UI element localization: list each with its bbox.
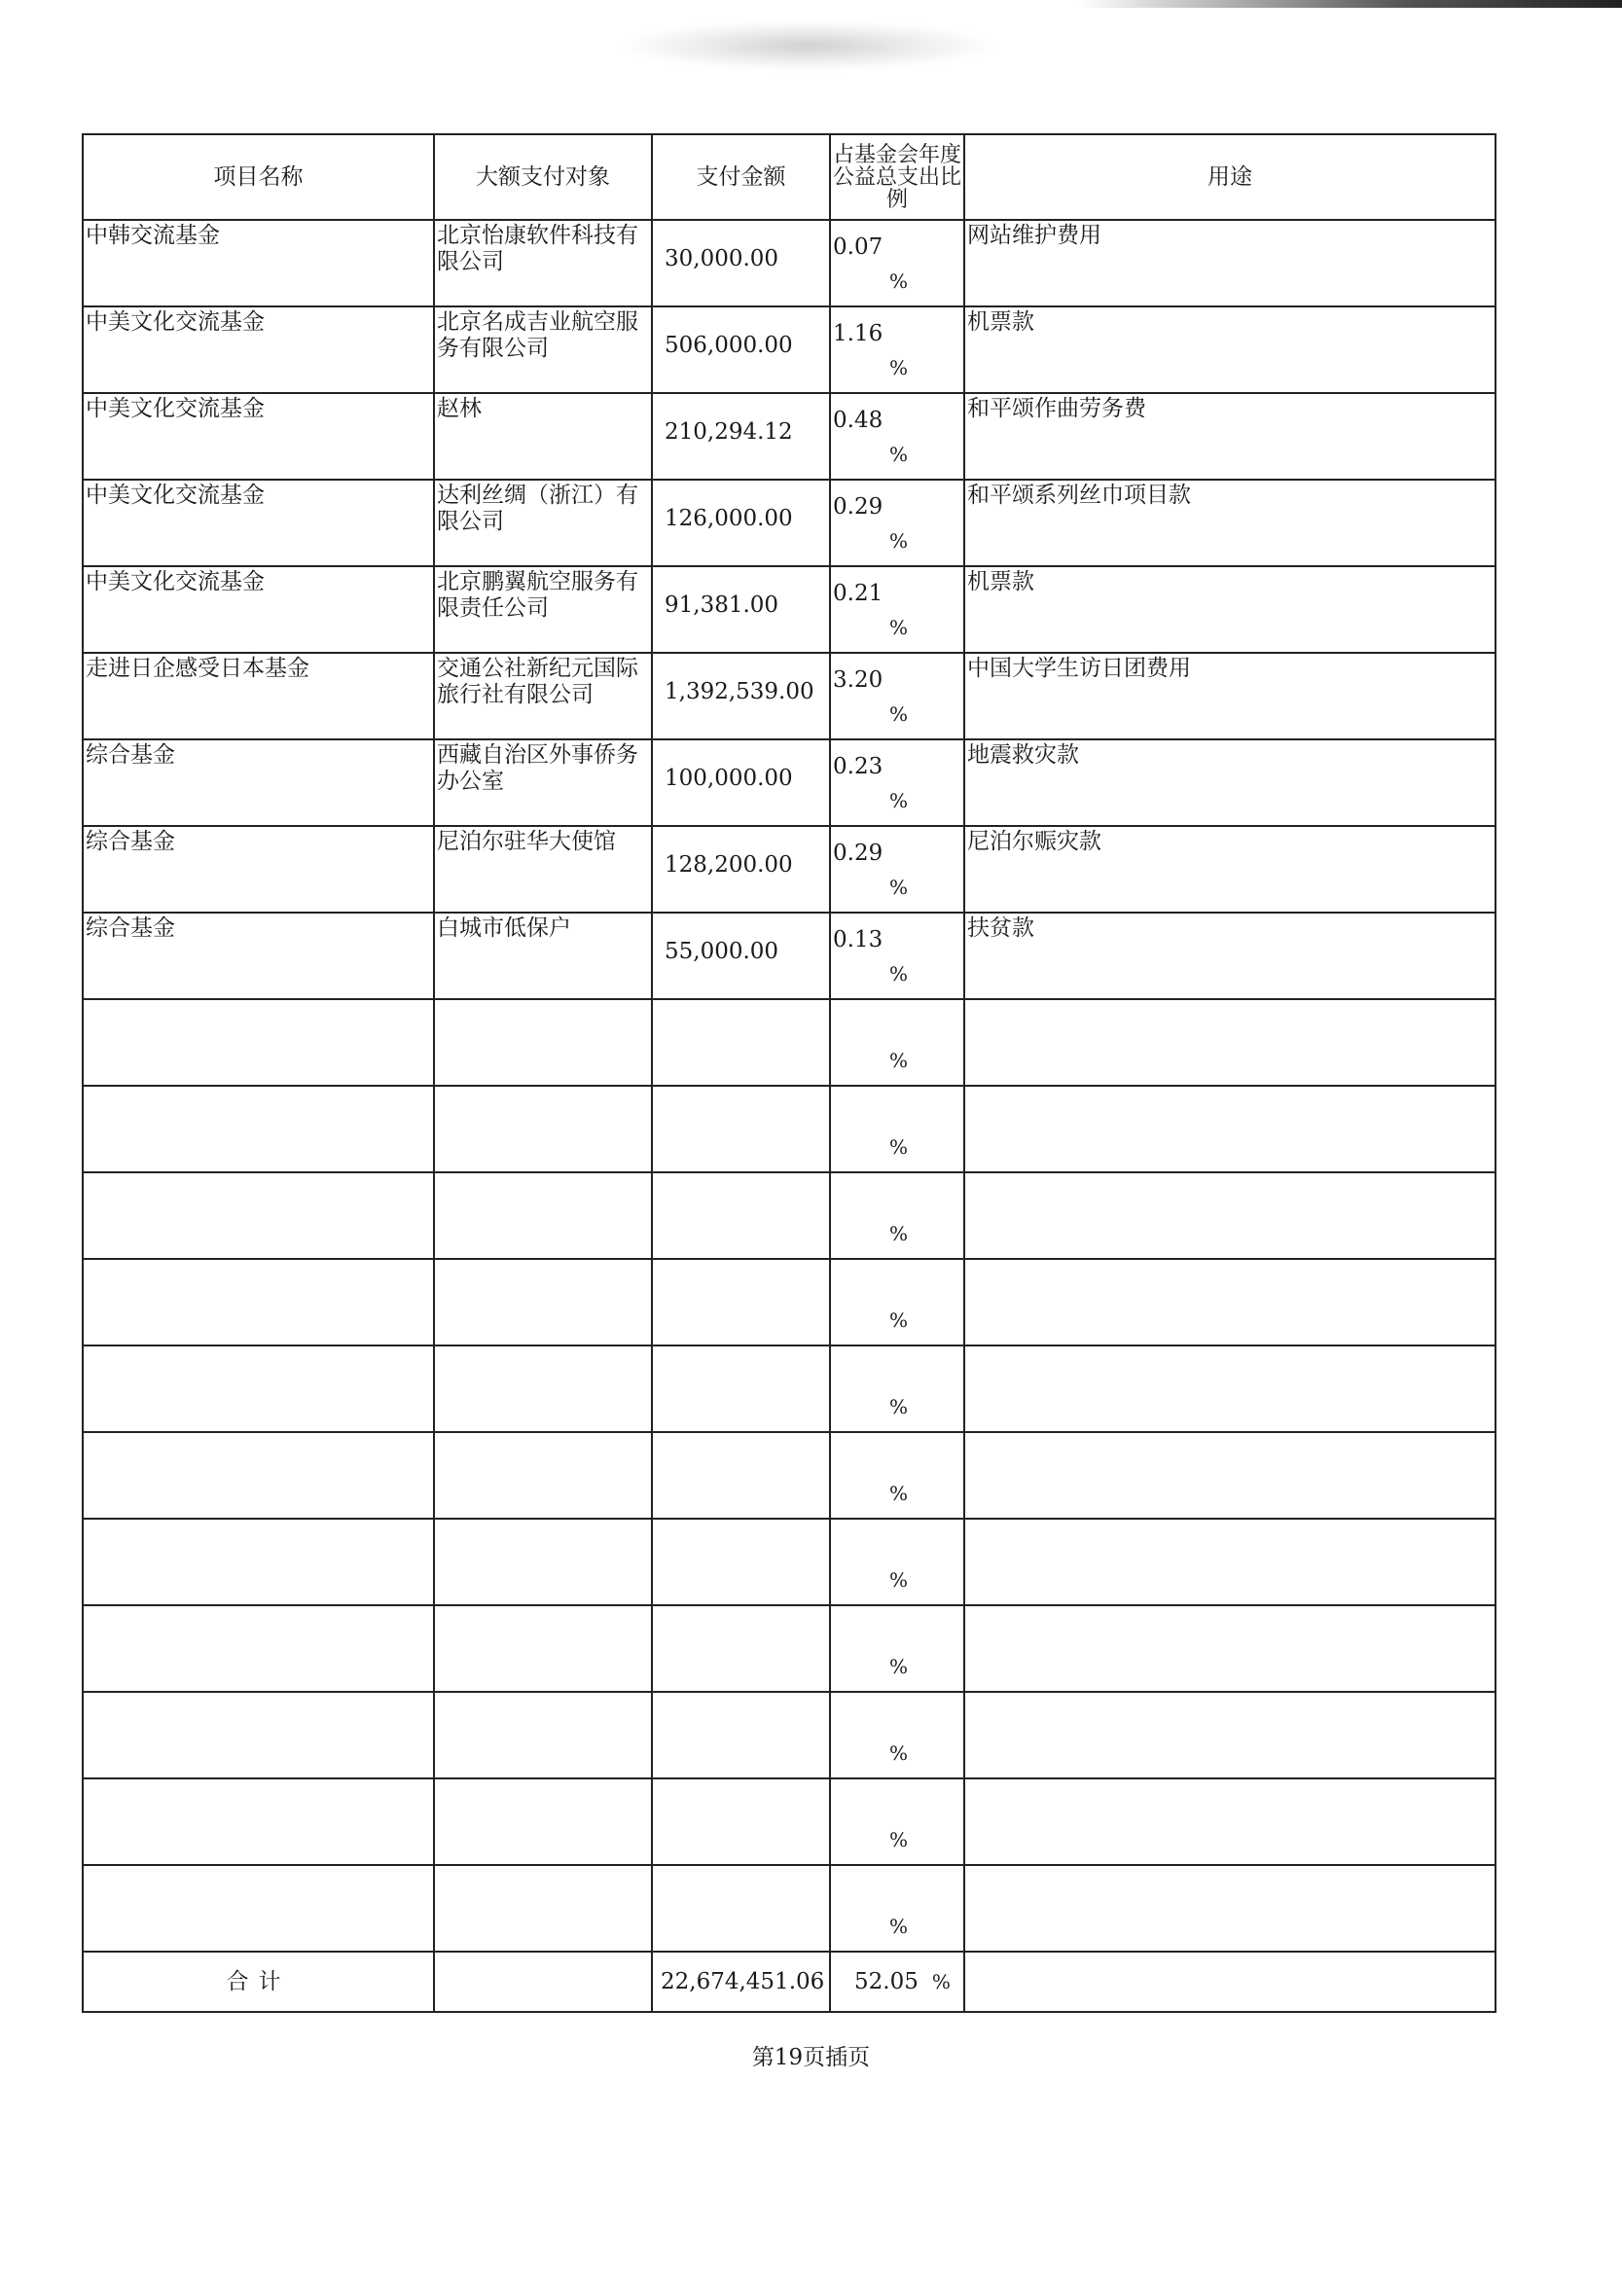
ratio-cell: % xyxy=(830,1605,964,1692)
project-cell: 综合基金 xyxy=(83,739,434,826)
payee-cell: 尼泊尔驻华大使馆 xyxy=(434,826,652,913)
project-cell xyxy=(83,1692,434,1778)
ratio-cell: % xyxy=(830,1865,964,1952)
project-cell: 中美文化交流基金 xyxy=(83,480,434,566)
project-cell xyxy=(83,1605,434,1692)
table-header-row xyxy=(83,134,1496,220)
purpose-cell xyxy=(964,1172,1496,1259)
payee-cell xyxy=(434,1172,652,1259)
total-ratio: 52.05 % xyxy=(830,1952,964,2012)
purpose-cell: 网站维护费用 xyxy=(964,220,1496,306)
payee-cell xyxy=(434,1605,652,1692)
amount-cell xyxy=(652,1605,830,1692)
amount-cell: 128,200.00 xyxy=(652,826,830,913)
table-row xyxy=(83,1605,1496,1692)
total-amount: 22,674,451.06 xyxy=(652,1952,830,2012)
payee-cell: 白城市低保户 xyxy=(434,913,652,999)
project-cell: 中美文化交流基金 xyxy=(83,306,434,393)
table-row xyxy=(83,1778,1496,1865)
project-cell xyxy=(83,1519,434,1605)
purpose-cell xyxy=(964,1605,1496,1692)
project-cell: 走进日企感受日本基金 xyxy=(83,653,434,739)
payee-cell: 北京名成吉业航空服务有限公司 xyxy=(434,306,652,393)
amount-cell: 506,000.00 xyxy=(652,306,830,393)
amount-cell xyxy=(652,1086,830,1172)
amount-cell: 126,000.00 xyxy=(652,480,830,566)
payee-cell: 北京鹏翼航空服务有限责任公司 xyxy=(434,566,652,653)
purpose-cell xyxy=(964,1432,1496,1519)
purpose-cell xyxy=(964,1086,1496,1172)
table-row xyxy=(83,1345,1496,1432)
amount-cell xyxy=(652,1692,830,1778)
total-label: 合计 xyxy=(83,1952,434,2012)
payee-cell xyxy=(434,1345,652,1432)
project-cell xyxy=(83,1778,434,1865)
payee-cell xyxy=(434,1259,652,1345)
ratio-cell: 3.20 % xyxy=(830,653,964,739)
ratio-cell: % xyxy=(830,1259,964,1345)
amount-cell: 30,000.00 xyxy=(652,220,830,306)
payee-cell xyxy=(434,1432,652,1519)
purpose-cell xyxy=(964,1692,1496,1778)
purpose-cell xyxy=(964,1865,1496,1952)
table-row xyxy=(83,1172,1496,1259)
table-row xyxy=(83,653,1496,739)
ratio-cell: % xyxy=(830,1692,964,1778)
table-row xyxy=(83,1519,1496,1605)
header-payee: 大额支付对象 xyxy=(434,134,652,220)
project-cell xyxy=(83,1172,434,1259)
purpose-cell: 机票款 xyxy=(964,306,1496,393)
table-row xyxy=(83,1432,1496,1519)
header-project: 项目名称 xyxy=(83,134,434,220)
scan-smudge xyxy=(623,21,992,70)
payee-cell xyxy=(434,1692,652,1778)
payee-cell: 北京怡康软件科技有限公司 xyxy=(434,220,652,306)
ratio-cell: 0.29 % xyxy=(830,480,964,566)
amount-cell xyxy=(652,1259,830,1345)
payee-cell xyxy=(434,1865,652,1952)
payee-cell xyxy=(434,1519,652,1605)
purpose-cell: 机票款 xyxy=(964,566,1496,653)
header-purpose: 用途 xyxy=(964,134,1496,220)
payee-cell: 西藏自治区外事侨务办公室 xyxy=(434,739,652,826)
purpose-cell xyxy=(964,1345,1496,1432)
amount-cell xyxy=(652,1432,830,1519)
header-ratio: 占基金会年度公益总支出比例 xyxy=(830,134,964,220)
scan-edge-shadow xyxy=(1077,0,1622,8)
ratio-cell: 0.29 % xyxy=(830,826,964,913)
purpose-cell: 中国大学生访日团费用 xyxy=(964,653,1496,739)
amount-cell xyxy=(652,1172,830,1259)
purpose-cell xyxy=(964,1778,1496,1865)
amount-cell xyxy=(652,1519,830,1605)
amount-cell xyxy=(652,999,830,1086)
amount-cell xyxy=(652,1345,830,1432)
amount-cell: 55,000.00 xyxy=(652,913,830,999)
ratio-cell: 0.07 % xyxy=(830,220,964,306)
table-row xyxy=(83,393,1496,480)
project-cell: 中韩交流基金 xyxy=(83,220,434,306)
ratio-cell: % xyxy=(830,999,964,1086)
purpose-cell: 扶贫款 xyxy=(964,913,1496,999)
purpose-cell: 和平颂系列丝巾项目款 xyxy=(964,480,1496,566)
total-purpose xyxy=(964,1952,1496,2012)
table-row xyxy=(83,566,1496,653)
ratio-cell: 0.21 % xyxy=(830,566,964,653)
purpose-cell: 和平颂作曲劳务费 xyxy=(964,393,1496,480)
purpose-cell xyxy=(964,1259,1496,1345)
ratio-cell: % xyxy=(830,1432,964,1519)
table-row xyxy=(83,220,1496,306)
project-cell: 中美文化交流基金 xyxy=(83,566,434,653)
total-payee xyxy=(434,1952,652,2012)
payee-cell: 赵林 xyxy=(434,393,652,480)
table-row xyxy=(83,1086,1496,1172)
table-row xyxy=(83,306,1496,393)
project-cell xyxy=(83,1865,434,1952)
table-row xyxy=(83,1692,1496,1778)
table-row xyxy=(83,739,1496,826)
ratio-cell: 0.23 % xyxy=(830,739,964,826)
project-cell xyxy=(83,999,434,1086)
payee-cell: 达利丝绸（浙江）有限公司 xyxy=(434,480,652,566)
ratio-cell: 0.48 % xyxy=(830,393,964,480)
project-cell: 中美文化交流基金 xyxy=(83,393,434,480)
payee-cell xyxy=(434,999,652,1086)
purpose-cell: 地震救灾款 xyxy=(964,739,1496,826)
ratio-cell: 0.13 % xyxy=(830,913,964,999)
amount-cell: 1,392,539.00 xyxy=(652,653,830,739)
total-row xyxy=(83,1952,1496,2012)
payee-cell xyxy=(434,1086,652,1172)
amount-cell xyxy=(652,1778,830,1865)
purpose-cell xyxy=(964,999,1496,1086)
project-cell xyxy=(83,1086,434,1172)
table-row xyxy=(83,999,1496,1086)
ratio-cell: % xyxy=(830,1345,964,1432)
project-cell xyxy=(83,1259,434,1345)
amount-cell xyxy=(652,1865,830,1952)
ratio-cell: % xyxy=(830,1172,964,1259)
payment-table xyxy=(82,133,1496,2013)
table-row xyxy=(83,480,1496,566)
project-cell xyxy=(83,1432,434,1519)
page-footer: 第19页插页 xyxy=(751,2045,871,2070)
table-row xyxy=(83,1259,1496,1345)
table-row xyxy=(83,826,1496,913)
ratio-cell: % xyxy=(830,1519,964,1605)
ratio-cell: % xyxy=(830,1778,964,1865)
project-cell: 综合基金 xyxy=(83,826,434,913)
payee-cell: 交通公社新纪元国际旅行社有限公司 xyxy=(434,653,652,739)
ratio-cell: % xyxy=(830,1086,964,1172)
table-row xyxy=(83,1865,1496,1952)
table-row xyxy=(83,913,1496,999)
amount-cell: 210,294.12 xyxy=(652,393,830,480)
ratio-cell: 1.16 % xyxy=(830,306,964,393)
purpose-cell xyxy=(964,1519,1496,1605)
project-cell: 综合基金 xyxy=(83,913,434,999)
header-amount: 支付金额 xyxy=(652,134,830,220)
payee-cell xyxy=(434,1778,652,1865)
amount-cell: 91,381.00 xyxy=(652,566,830,653)
project-cell xyxy=(83,1345,434,1432)
amount-cell: 100,000.00 xyxy=(652,739,830,826)
purpose-cell: 尼泊尔赈灾款 xyxy=(964,826,1496,913)
